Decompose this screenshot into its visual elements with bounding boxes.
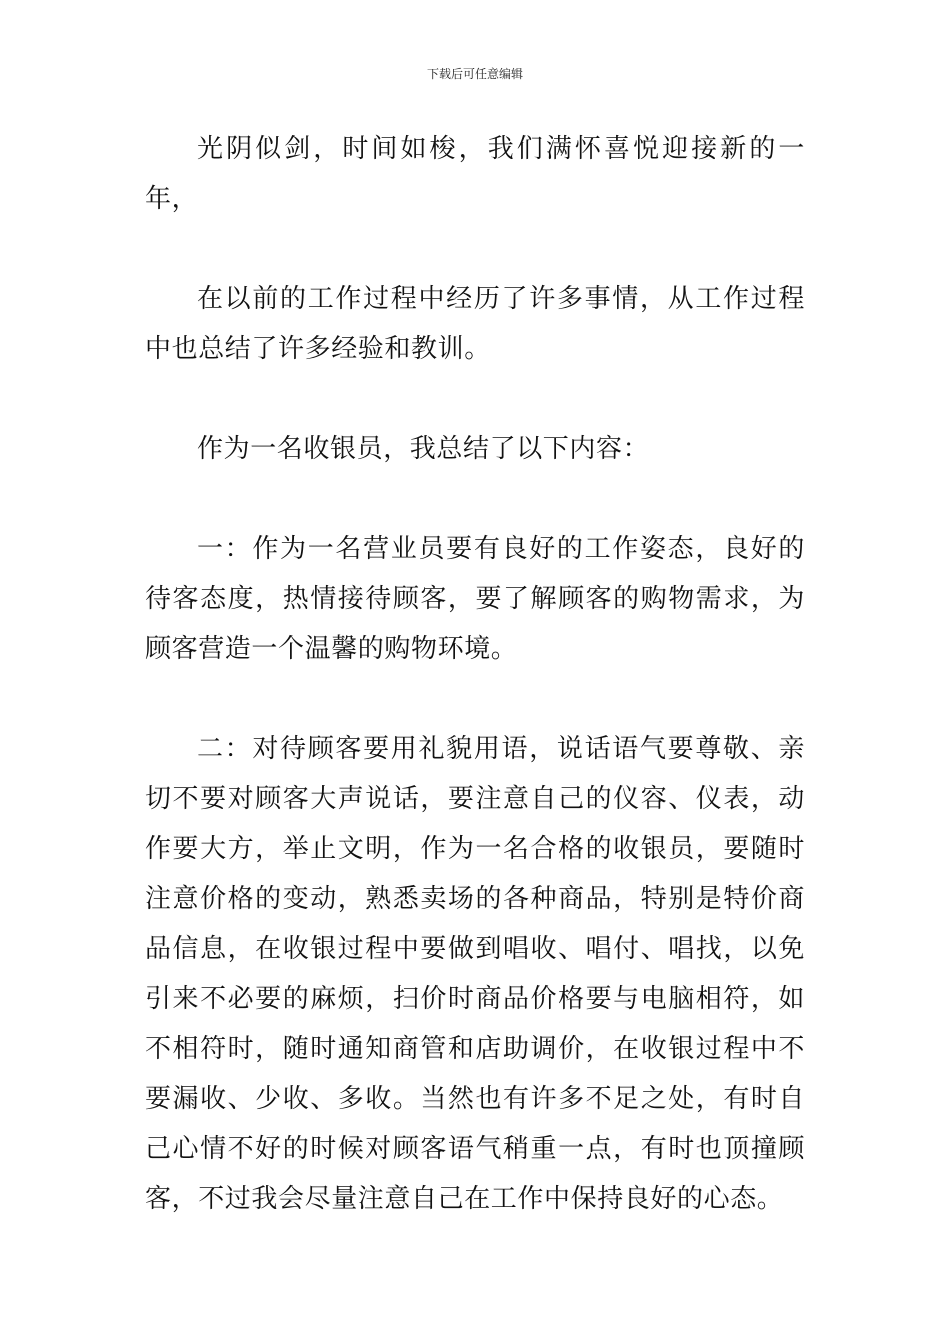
- paragraph-point-one: 一：作为一名营业员要有良好的工作姿态，良好的待客态度，热情接待顾客，要了解顾客的购物需求，为顾客营造一个温馨的购物环境。: [145, 534, 805, 664]
- paragraph-point-two: 二：对待顾客要用礼貌用语，说话语气要尊敬、亲切不要对顾客大声说话，要注意自己的仪容、仪表，动作要大方，举止文明，作为一名合格的收银员，要随时注意价格的变动，熟悉卖场的各种商品，特别是特价商品信息，在收银过程中要做到唱收、唱付、唱找，以免引来不必要的麻烦，扫价时商品价格要与电脑相符，如不相符时，随时通知商管和店助调价，在收银过程中不要漏收、少收、多收。当然也有许多不足之处，有时自己心情不好的时候对顾客语气稍重一点，有时也顶撞顾客，不过我会尽量注意自己在工作中保持良好的心态。: [145, 734, 805, 1214]
- paragraph-gap: [145, 474, 805, 524]
- paragraph-gap: [145, 374, 805, 424]
- page-header-note: 下载后可任意编辑: [426, 67, 523, 81]
- paragraph-experience: 在以前的工作过程中经历了许多事情，从工作过程中也总结了许多经验和教训。: [145, 284, 805, 364]
- paragraph-gap: [145, 674, 805, 724]
- paragraph-gap: [145, 224, 805, 274]
- paragraph-opening: 光阴似剑，时间如梭，我们满怀喜悦迎接新的一年，: [145, 134, 805, 214]
- paragraph-summary-intro: 作为一名收银员，我总结了以下内容：: [197, 434, 650, 464]
- document-body: [145, 124, 805, 1224]
